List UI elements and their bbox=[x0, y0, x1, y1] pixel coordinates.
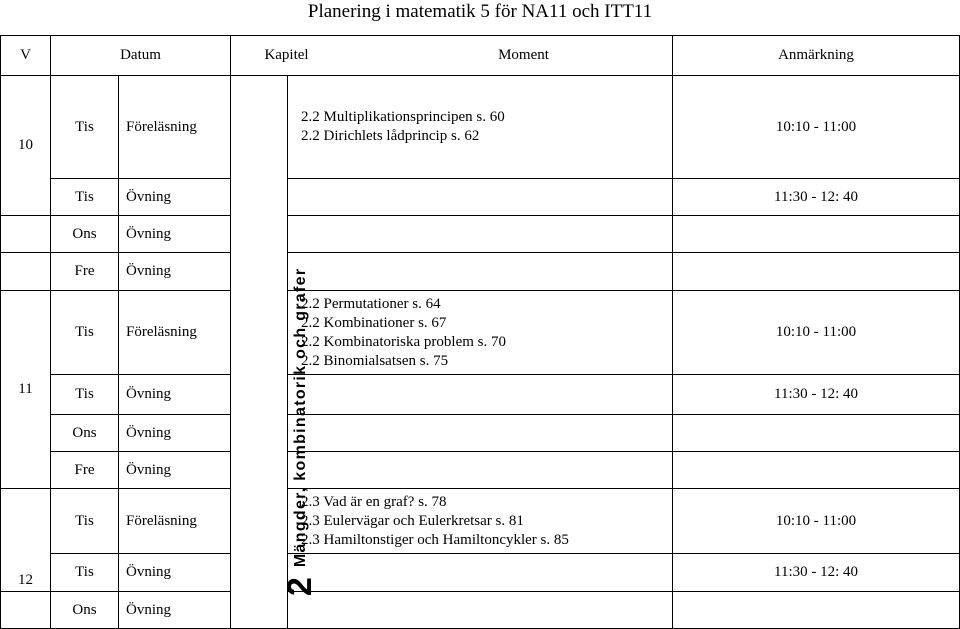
week-number: 10 bbox=[1, 76, 51, 216]
table-row bbox=[1, 592, 960, 629]
day-cell: Fre bbox=[51, 253, 119, 291]
day-cell: Tis bbox=[51, 76, 119, 179]
type-cell: Föreläsning bbox=[119, 489, 231, 554]
moment-line: 2.2 Kombinationer s. 67 bbox=[301, 314, 447, 331]
table-row bbox=[1, 375, 960, 415]
table-row bbox=[1, 554, 960, 592]
time-cell: 11:30 - 12: 40 bbox=[673, 375, 960, 415]
moment-cell bbox=[288, 452, 673, 489]
chapter-label bbox=[281, 176, 320, 596]
time-cell: 11:30 - 12: 40 bbox=[673, 554, 960, 592]
time-cell: 10:10 - 11:00 bbox=[673, 291, 960, 375]
day-cell: Ons bbox=[51, 216, 119, 253]
moment-cell bbox=[288, 291, 673, 375]
schedule-table bbox=[0, 35, 960, 629]
moment-line: 2.3 Hamiltonstiger och Hamiltoncykler s. 85 bbox=[301, 531, 569, 548]
header-chapter: Kapitel bbox=[264, 47, 309, 63]
table-row bbox=[1, 253, 960, 291]
moment-cell bbox=[288, 76, 673, 179]
moment-cell bbox=[288, 415, 673, 452]
day-cell: Tis bbox=[51, 554, 119, 592]
type-cell: Övning bbox=[119, 554, 231, 592]
week-number: 12 bbox=[1, 489, 51, 592]
moment-line: 2.3 Vad är en graf? s. 78 bbox=[301, 493, 447, 510]
time-cell bbox=[673, 415, 960, 452]
moment-cell bbox=[288, 179, 673, 216]
page-title: Planering i matematik 5 för NA11 och ITT11 bbox=[307, 1, 653, 22]
week-cell bbox=[1, 216, 51, 253]
day-cell: Tis bbox=[51, 291, 119, 375]
moment-line: 2.2 Multiplikationsprincipen s. 60 bbox=[301, 109, 505, 125]
moment-line: 2.2 Dirichlets lådprincip s. 62 bbox=[301, 128, 480, 144]
day-cell: Fre bbox=[51, 452, 119, 489]
moment-cell bbox=[288, 489, 673, 554]
moment-cell bbox=[288, 216, 673, 253]
week-number: 11 bbox=[1, 291, 51, 489]
type-cell: Övning bbox=[119, 415, 231, 452]
time-cell bbox=[673, 592, 960, 629]
table-row bbox=[1, 179, 960, 216]
chapter-title: Mängder, kombinatorik och grafer bbox=[291, 267, 309, 568]
table-row bbox=[1, 216, 960, 253]
moment-line: 2.3 Eulervägar och Eulerkretsar s. 81 bbox=[301, 512, 524, 529]
table-row bbox=[1, 489, 960, 554]
chapter-cell bbox=[231, 76, 320, 629]
time-cell bbox=[673, 216, 960, 253]
header-row bbox=[1, 36, 960, 76]
time-cell: 10:10 - 11:00 bbox=[673, 489, 960, 554]
time-cell bbox=[673, 452, 960, 489]
moment-line: 2.2 Binomialsatsen s. 75 bbox=[301, 352, 449, 369]
table-row bbox=[1, 415, 960, 452]
moment-line: 2.2 Permutationer s. 64 bbox=[301, 295, 441, 312]
moment-cell bbox=[288, 592, 673, 629]
moment-cell bbox=[288, 375, 673, 415]
table-row bbox=[1, 291, 960, 375]
day-cell: Tis bbox=[51, 375, 119, 415]
moment-cell bbox=[288, 554, 673, 592]
type-cell: Övning bbox=[119, 375, 231, 415]
week-cell bbox=[1, 592, 51, 629]
type-cell: Övning bbox=[119, 253, 231, 291]
time-cell bbox=[673, 253, 960, 291]
moment-cell bbox=[288, 253, 673, 291]
header-date: Datum bbox=[51, 36, 231, 76]
type-cell: Övning bbox=[119, 592, 231, 629]
day-cell: Tis bbox=[51, 179, 119, 216]
header-week: V bbox=[1, 36, 51, 76]
type-cell: Föreläsning bbox=[119, 291, 231, 375]
week-cell bbox=[1, 253, 51, 291]
chapter-number: 2 bbox=[281, 577, 320, 596]
day-cell: Ons bbox=[51, 415, 119, 452]
table-row bbox=[1, 452, 960, 489]
header-moment: Moment bbox=[498, 47, 549, 63]
day-cell: Tis bbox=[51, 489, 119, 554]
type-cell: Föreläsning bbox=[119, 76, 231, 179]
header-remark: Anmärkning bbox=[673, 36, 960, 76]
type-cell: Övning bbox=[119, 179, 231, 216]
type-cell: Övning bbox=[119, 452, 231, 489]
time-cell: 11:30 - 12: 40 bbox=[673, 179, 960, 216]
header-chapter-cell bbox=[231, 36, 673, 76]
type-cell: Övning bbox=[119, 216, 231, 253]
day-cell: Ons bbox=[51, 592, 119, 629]
table-row bbox=[1, 76, 960, 179]
moment-line: 2.2 Kombinatoriska problem s. 70 bbox=[301, 333, 506, 350]
time-cell: 10:10 - 11:00 bbox=[673, 76, 960, 179]
